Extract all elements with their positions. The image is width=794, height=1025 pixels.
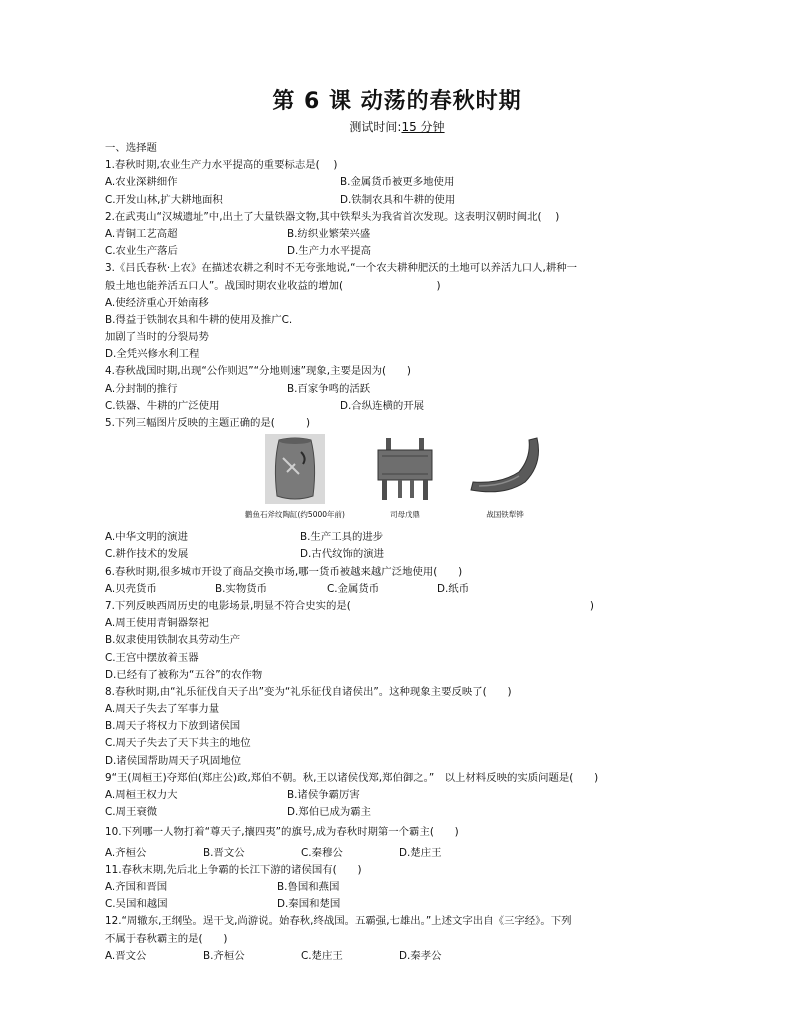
- option-b: B.诸侯争霸厉害: [287, 789, 360, 801]
- option-c: C.周天子失去了天下共主的地位: [105, 737, 251, 750]
- option-a: A.中华文明的演进: [105, 531, 188, 544]
- question-8-stem: 8.春秋时期,由“礼乐征伐自天子出”变为“礼乐征伐自诸侯出”。这种现象主要反映了( ): [105, 685, 512, 698]
- question-list: [105, 140, 705, 965]
- iron-plowshare-image: [465, 434, 545, 504]
- option-b: B.生产工具的进步: [300, 531, 384, 544]
- option-a: A.周桓王权力大: [105, 789, 178, 801]
- option-c: C.耕作技术的发展: [105, 548, 189, 561]
- option-b: B.纺织业繁荣兴盛: [287, 227, 371, 240]
- question-5-figures: [105, 434, 705, 529]
- option-a: A.齐桓公: [105, 846, 147, 859]
- option-d: D.郑伯已成为霸主: [287, 806, 372, 819]
- option-c: C.王宫中摆放着玉器: [105, 651, 199, 664]
- question-4-options-row-1: [105, 381, 705, 398]
- question-1-options-row-1: [105, 174, 705, 191]
- pottery-jar-image: [265, 434, 325, 504]
- option-d: D.诸侯国帮助周天子巩固地位: [105, 754, 241, 767]
- option-c: C.楚庄王: [301, 949, 343, 962]
- option-b: B.得益于铁制农具和牛耕的使用及推广C.: [105, 313, 293, 326]
- test-time-label: 测试时间:: [349, 120, 402, 134]
- option-b: B.鲁国和燕国: [277, 880, 340, 893]
- question-10-options: [105, 845, 705, 862]
- question-5-options-row-1: [105, 529, 705, 546]
- question-1-options-row-2: [105, 192, 705, 209]
- question-12-stem-line-2: 不属于春秋霸主的是( ): [105, 932, 228, 945]
- question-12-options: [105, 948, 705, 965]
- question-12-stem-line-1: 12.“周辙东,王纲坠。逞干戈,尚游说。始春秋,终战国。五霸强,七雄出。”上述文字出自《三字经》。下列: [105, 915, 572, 928]
- option-c: C.铁器、牛耕的广泛使用: [105, 399, 220, 412]
- option-a: A.周王使用青铜器祭祀: [105, 617, 209, 630]
- bronze-ding-image: [370, 434, 440, 504]
- option-d: D.合纵连横的开展: [340, 399, 425, 412]
- question-3-stem-line-2: 般土地也能养活五口人”。战国时期农业收益的增加( ): [105, 279, 441, 292]
- option-c: C.秦穆公: [301, 846, 343, 859]
- question-2-stem: 2.在武夷山“汉城遗址”中,出土了大量铁器文物,其中铁犁头为我省首次发现。这表明汉朝时闽北( ): [105, 210, 560, 223]
- option-d: D.生产力水平提高: [287, 245, 372, 258]
- option-b: B.晋文公: [203, 846, 245, 859]
- option-a: A.晋文公: [105, 949, 147, 962]
- option-b: B.金属货币被更多地使用: [340, 176, 455, 189]
- option-a: A.贝壳货币: [105, 582, 157, 595]
- option-c: 加剧了当时的分裂局势: [105, 331, 209, 344]
- option-a: A.分封制的推行: [105, 382, 178, 395]
- question-6-stem: 6.春秋时期,很多城市开设了商品交换市场,哪一货币被越来越广泛地使用( ): [105, 565, 463, 578]
- question-11-options-row-1: [105, 879, 705, 896]
- option-c: C.农业生产落后: [105, 245, 178, 258]
- question-11-stem: 11.春秋末期,先后北上争霸的长江下游的诸侯国有( ): [105, 863, 362, 876]
- option-b: B.实物货币: [215, 582, 267, 595]
- option-b: B.周天子将权力下放到诸侯国: [105, 720, 241, 733]
- question-1-stem: 1.春秋时期,农业生产力水平提高的重要标志是( ): [105, 159, 338, 172]
- question-9-stem: 9“王(周桓王)夺郑伯(郑庄公)政,郑伯不朝。秋,王以诸侯伐郑,郑伯御之。” 以上材料反映的实质问题是( ): [105, 771, 599, 784]
- figure-plow: [465, 434, 545, 520]
- option-d: D.秦孝公: [399, 949, 442, 962]
- option-d: D.秦国和楚国: [277, 898, 341, 911]
- option-c: C.周王衰微: [105, 806, 158, 819]
- option-c: C.金属货币: [327, 582, 380, 595]
- option-d: D.纸币: [437, 582, 470, 595]
- option-a: A.青铜工艺高超: [105, 227, 178, 240]
- option-d: D.楚庄王: [399, 846, 442, 859]
- figure-caption-3: 战国铁犁铧: [486, 510, 524, 520]
- figure-pottery: [245, 434, 345, 520]
- option-d: D.铁制农具和牛耕的使用: [340, 193, 456, 206]
- question-5-stem: 5.下列三幅图片反映的主题正确的是( ): [105, 417, 311, 429]
- option-c: C.开发山林,扩大耕地面积: [105, 193, 223, 206]
- question-11-options-row-2: [105, 896, 705, 913]
- question-7-stem: 7.下列反映西周历史的电影场景,明显不符合史实的是( ): [105, 599, 594, 612]
- question-9-options-row-2: [105, 804, 705, 821]
- question-10-stem: 10.下列哪一人物打着“尊天子,攘四夷”的旗号,成为春秋时期第一个霸主( ): [105, 826, 459, 839]
- test-time-value: 15 分钟: [401, 120, 445, 134]
- option-b: B.齐桓公: [203, 949, 245, 962]
- question-2-options-row-1: [105, 226, 705, 243]
- question-6-options: [105, 581, 705, 598]
- option-c: C.吴国和越国: [105, 898, 168, 911]
- question-3-stem-line-1: 3.《吕氏春秋·上农》在描述农耕之利时不无夸张地说,“一个农夫耕种肥沃的土地可以养活九口人,耕种一: [105, 262, 577, 275]
- option-d: D.全凭兴修水利工程: [105, 348, 200, 361]
- question-2-options-row-2: [105, 243, 705, 260]
- option-a: A.齐国和晋国: [105, 880, 168, 893]
- option-a: A.农业深耕细作: [105, 176, 178, 189]
- option-a: A.周天子失去了军事力量: [105, 703, 220, 716]
- option-b: B.百家争鸣的活跃: [287, 382, 371, 395]
- option-b: B.奴隶使用铁制农具劳动生产: [105, 634, 241, 647]
- section-heading: 一、选择题: [105, 142, 157, 154]
- question-4-options-row-2: [105, 398, 705, 415]
- option-a: A.使经济重心开始南移: [105, 296, 209, 309]
- figure-ding: [370, 434, 440, 520]
- figure-caption-1: 鹳鱼石斧纹陶缸(约5000年前): [245, 510, 345, 520]
- figure-caption-2: 司母戊鼎: [390, 510, 420, 520]
- question-4-stem: 4.春秋战国时期,出现“公作则迟”“分地则速”现象,主要是因为( ): [105, 365, 411, 378]
- question-5-options-row-2: [105, 546, 705, 563]
- test-time: [0, 118, 794, 135]
- option-d: D.已经有了被称为“五谷”的农作物: [105, 668, 263, 681]
- page-title: 第 6 课 动荡的春秋时期: [272, 89, 522, 114]
- option-d: D.古代纹饰的演进: [300, 548, 385, 561]
- question-9-options-row-1: [105, 787, 705, 804]
